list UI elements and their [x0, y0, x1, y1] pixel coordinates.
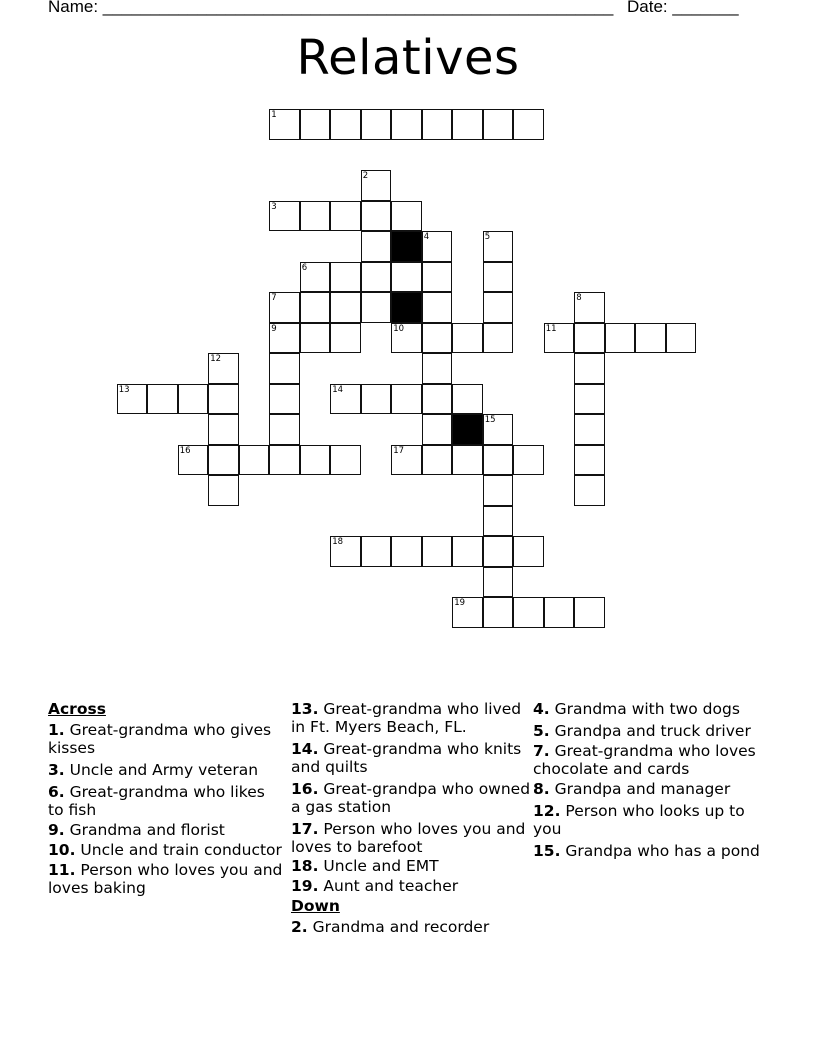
grid-cell[interactable] — [239, 445, 270, 476]
grid-cell[interactable] — [422, 292, 453, 323]
grid-cell[interactable] — [361, 109, 392, 140]
grid-cell[interactable] — [391, 262, 422, 293]
grid-cell[interactable] — [483, 262, 514, 293]
grid-cell[interactable] — [513, 536, 544, 567]
grid-cell[interactable] — [574, 384, 605, 415]
grid-cell[interactable] — [147, 384, 178, 415]
grid-cell[interactable] — [300, 292, 331, 323]
clue-across-19: 19. Aunt and teacher — [291, 877, 459, 895]
clue-down-8: 8. Grandpa and manager — [533, 780, 731, 798]
cell-number: 4 — [423, 232, 430, 243]
grid-cell-5[interactable] — [483, 231, 514, 262]
cell-number: 3 — [271, 201, 277, 212]
grid-cell[interactable] — [452, 109, 483, 140]
grid-cell[interactable] — [422, 109, 453, 140]
cell-number: 12 — [210, 354, 222, 365]
grid-cell[interactable] — [361, 292, 392, 323]
grid-cell[interactable] — [330, 292, 361, 323]
cell-number: 9 — [271, 323, 277, 334]
grid-cell[interactable] — [361, 536, 392, 567]
grid-cell[interactable] — [574, 445, 605, 476]
grid-cell[interactable] — [605, 323, 636, 354]
grid-cell-7[interactable] — [269, 292, 300, 323]
grid-cell[interactable] — [330, 323, 361, 354]
clues-column-3 — [533, 700, 773, 864]
cell-number: 19 — [454, 598, 466, 609]
grid-cell-1[interactable] — [269, 109, 300, 140]
grid-cell-16[interactable] — [178, 445, 209, 476]
cell-number: 8 — [576, 293, 582, 304]
grid-cell[interactable] — [361, 201, 392, 232]
grid-cell-15[interactable] — [483, 414, 514, 445]
grid-cell-8[interactable] — [574, 292, 605, 323]
page-title: Relatives — [296, 30, 520, 86]
clue-down-12: 12. Person who looks up to you — [533, 802, 745, 838]
clue-across-16: 16. Great-grandpa who owned a gas station — [291, 780, 531, 816]
clue-down-4: 4. Grandma with two dogs — [533, 700, 740, 718]
cell-number: 17 — [393, 445, 405, 456]
grid-cell[interactable] — [452, 384, 483, 415]
grid-cell[interactable] — [574, 353, 605, 384]
grid-cell[interactable] — [361, 384, 392, 415]
grid-cell-19[interactable] — [452, 597, 483, 628]
grid-cell[interactable] — [452, 445, 483, 476]
cell-number: 18 — [332, 537, 344, 548]
clue-across-18: 18. Uncle and EMT — [291, 857, 439, 875]
cell-number: 16 — [179, 445, 191, 456]
grid-cell[interactable] — [483, 567, 514, 598]
black-cell — [391, 292, 422, 323]
grid-cell[interactable] — [422, 445, 453, 476]
across-heading: Across — [48, 700, 106, 718]
grid-cell[interactable] — [483, 475, 514, 506]
clues-column-1 — [48, 700, 283, 901]
grid-cell[interactable] — [635, 323, 666, 354]
clue-across-17: 17. Person who loves you and loves to barefoot — [291, 820, 526, 856]
grid-cell[interactable] — [483, 445, 514, 476]
cell-number: 15 — [484, 415, 496, 426]
black-cell — [452, 414, 483, 445]
grid-cell-9[interactable] — [269, 323, 300, 354]
grid-cell[interactable] — [422, 353, 453, 384]
grid-cell[interactable] — [422, 384, 453, 415]
cell-number: 2 — [362, 171, 369, 182]
grid-cell[interactable] — [391, 109, 422, 140]
name-field-label: Name: ______________________________________________________ — [48, 0, 614, 16]
grid-cell[interactable] — [391, 536, 422, 567]
clue-across-6: 6. Great-grandma who likes to fish — [48, 783, 265, 819]
clues-column-2 — [291, 700, 531, 940]
clue-across-3: 3. Uncle and Army veteran — [48, 761, 259, 779]
grid-cell-6[interactable] — [300, 262, 331, 293]
grid-cell-18[interactable] — [330, 536, 361, 567]
grid-cell[interactable] — [300, 109, 331, 140]
cell-number: 1 — [271, 110, 277, 121]
date-field-label: Date: _______ — [627, 0, 739, 16]
down-heading: Down — [291, 897, 340, 915]
grid-cell[interactable] — [330, 201, 361, 232]
grid-cell[interactable] — [269, 414, 300, 445]
grid-cell[interactable] — [513, 597, 544, 628]
cell-number: 6 — [301, 262, 308, 273]
grid-cell[interactable] — [330, 109, 361, 140]
grid-cell[interactable] — [391, 384, 422, 415]
grid-cell[interactable] — [269, 384, 300, 415]
cell-number: 14 — [332, 384, 344, 395]
grid-cell[interactable] — [208, 414, 239, 445]
grid-cell-4[interactable] — [422, 231, 453, 262]
cell-number: 5 — [484, 232, 491, 243]
grid-cell[interactable] — [269, 445, 300, 476]
grid-cell[interactable] — [422, 262, 453, 293]
clue-across-10: 10. Uncle and train conductor — [48, 841, 282, 859]
clue-across-13: 13. Great-grandma who lived in Ft. Myers Beach, FL. — [291, 700, 522, 736]
grid-cell[interactable] — [483, 109, 514, 140]
grid-cell[interactable] — [330, 445, 361, 476]
cell-number: 13 — [118, 384, 130, 395]
grid-cell[interactable] — [391, 201, 422, 232]
grid-cell[interactable] — [208, 384, 239, 415]
grid-cell[interactable] — [666, 323, 697, 354]
grid-cell[interactable] — [422, 323, 453, 354]
grid-cell[interactable] — [483, 536, 514, 567]
grid-cell-12[interactable] — [208, 353, 239, 384]
grid-cell[interactable] — [300, 323, 331, 354]
black-cell — [391, 231, 422, 262]
clue-across-9: 9. Grandma and florist — [48, 821, 225, 839]
grid-cell[interactable] — [483, 323, 514, 354]
grid-cell[interactable] — [178, 384, 209, 415]
grid-cell[interactable] — [513, 109, 544, 140]
grid-cell[interactable] — [208, 475, 239, 506]
grid-cell-10[interactable] — [391, 323, 422, 354]
grid-cell[interactable] — [483, 506, 514, 537]
grid-cell[interactable] — [452, 536, 483, 567]
grid-cell[interactable] — [574, 597, 605, 628]
grid-cell[interactable] — [452, 323, 483, 354]
grid-cell[interactable] — [574, 475, 605, 506]
grid-cell[interactable] — [330, 262, 361, 293]
cell-number: 10 — [393, 323, 405, 334]
grid-cell[interactable] — [513, 445, 544, 476]
cell-number: 7 — [271, 293, 277, 304]
grid-cell[interactable] — [422, 536, 453, 567]
grid-cell-13[interactable] — [117, 384, 148, 415]
grid-cell-11[interactable] — [544, 323, 575, 354]
grid-cell[interactable] — [422, 414, 453, 445]
grid-cell-14[interactable] — [330, 384, 361, 415]
grid-cell[interactable] — [361, 262, 392, 293]
grid-cell[interactable] — [208, 445, 239, 476]
clue-across-14: 14. Great-grandma who knits and quilts — [291, 740, 522, 776]
cell-number: 11 — [545, 323, 557, 334]
grid-cell-17[interactable] — [391, 445, 422, 476]
grid-cell[interactable] — [483, 597, 514, 628]
grid-cell[interactable] — [483, 292, 514, 323]
clue-down-7: 7. Great-grandma who loves chocolate and cards — [533, 742, 756, 778]
grid-cell[interactable] — [300, 445, 331, 476]
grid-cell-3[interactable] — [269, 201, 300, 232]
clue-down-15: 15. Grandpa who has a pond — [533, 842, 760, 860]
clue-down-5: 5. Grandpa and truck driver — [533, 722, 751, 740]
grid-cell[interactable] — [361, 231, 392, 262]
clue-across-11: 11. Person who loves you and loves baking — [48, 861, 283, 897]
grid-cell[interactable] — [574, 323, 605, 354]
clue-across-1: 1. Great-grandma who gives kisses — [48, 721, 272, 757]
grid-cell[interactable] — [269, 353, 300, 384]
grid-cell[interactable] — [574, 414, 605, 445]
grid-cell[interactable] — [300, 201, 331, 232]
clue-down-2: 2. Grandma and recorder — [291, 918, 490, 936]
grid-cell[interactable] — [544, 597, 575, 628]
grid-cell-2[interactable] — [361, 170, 392, 201]
